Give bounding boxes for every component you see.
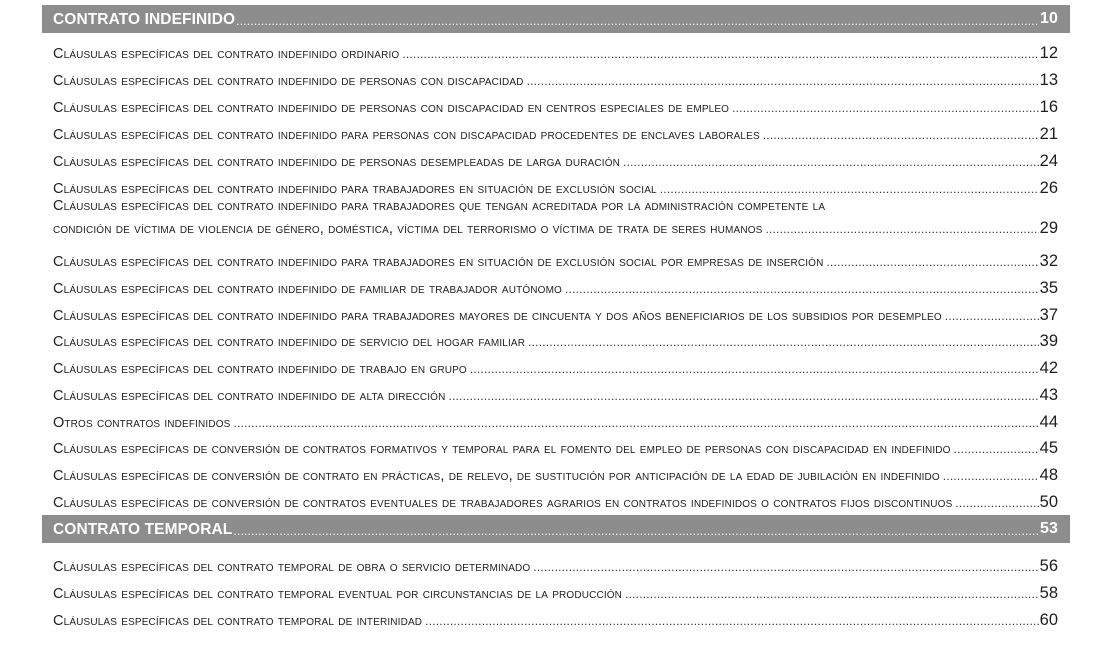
toc-entry-title: Cláusulas específicas del contrato indefinido para personas con discapacidad procedentes de enclaves laborales <box>53 126 760 143</box>
toc-entry-page: 60 <box>1039 610 1058 629</box>
toc-entry-title: Cláusulas específicas del contrato indefinido para trabajadores en situación de exclusión social por empresas de inserción <box>53 253 824 270</box>
toc-entry[interactable] <box>42 349 1070 376</box>
dot-leader <box>565 283 1039 295</box>
toc-entry-page: 42 <box>1039 358 1058 377</box>
toc-entry-title: Cláusulas específicas del contrato indefinido de personas desempleadas de larga duración <box>53 153 621 170</box>
toc-entry-title: Cláusulas específicas del contrato indefinido de personas con discapacidad <box>53 72 524 89</box>
section-title: CONTRATO TEMPORAL <box>53 520 233 538</box>
section-page: 10 <box>1040 10 1058 27</box>
dot-leader <box>765 223 1038 235</box>
toc-entry-page: 29 <box>1039 218 1058 237</box>
section-header-contrato-indefinido[interactable] <box>42 5 1070 33</box>
toc-entry[interactable] <box>42 115 1070 142</box>
toc-entry[interactable] <box>42 483 1070 510</box>
toc-entry-page: 37 <box>1039 305 1058 324</box>
toc-entry-page: 24 <box>1039 151 1058 170</box>
toc-entry-page: 48 <box>1039 465 1058 484</box>
toc-entry[interactable] <box>42 296 1070 323</box>
toc-entry-title: Cláusulas específicas del contrato indefinido ordinario <box>53 45 400 62</box>
toc-entry-page: 56 <box>1039 556 1058 575</box>
toc-entry[interactable] <box>42 61 1070 88</box>
toc-entry-page: 39 <box>1039 331 1058 350</box>
dot-leader <box>660 183 1039 195</box>
dot-leader <box>236 15 1039 27</box>
section-header-contrato-temporal[interactable] <box>42 515 1070 543</box>
toc-entry-title: Otros contratos indefinidos <box>53 414 231 431</box>
dot-leader <box>448 390 1038 402</box>
toc-entry-title: Cláusulas específicas del contrato indefinido para trabajadores mayores de cincuenta y dos años beneficiarios de los subsidios por desempleo <box>53 307 942 324</box>
dot-leader <box>470 363 1039 375</box>
toc-entry-page: 35 <box>1039 278 1058 297</box>
dot-leader <box>732 102 1039 114</box>
toc-entry-title: Cláusulas específicas del contrato indefinido de personas con discapacidad en centros especiales de empleo <box>53 99 730 116</box>
toc-entry-page: 16 <box>1039 97 1058 116</box>
toc-entry-page: 12 <box>1039 43 1058 62</box>
toc-entry[interactable] <box>42 169 1070 196</box>
table-of-contents <box>42 0 1070 628</box>
toc-entry[interactable] <box>42 545 1070 574</box>
toc-entry-title: Cláusulas específicas del contrato indefinido para trabajadores en situación de exclusión social <box>53 180 657 197</box>
toc-entry-page: 45 <box>1039 438 1058 457</box>
dot-leader <box>527 75 1039 87</box>
toc-entry-page: 13 <box>1039 70 1058 89</box>
toc-entry[interactable] <box>42 403 1070 430</box>
section-title: CONTRATO INDEFINIDO <box>53 10 236 28</box>
toc-entry-title: Cláusulas específicas del contrato temporal de obra o servicio determinado <box>53 558 531 575</box>
toc-entry-title: Cláusulas específicas del contrato temporal eventual por circunstancias de la producción <box>53 585 623 602</box>
toc-entry-page: 44 <box>1039 412 1058 431</box>
toc-entry[interactable] <box>42 323 1070 349</box>
dot-leader <box>402 48 1038 60</box>
toc-entry-title: Cláusulas específicas de conversión de contratos formativos y temporal para el fomento del empleo de personas con discapacidad en indefinido <box>53 440 951 457</box>
toc-entry[interactable] <box>42 269 1070 296</box>
toc-entry-title: Cláusulas específicas del contrato indefinido de trabajo en grupo <box>53 360 467 377</box>
toc-entry[interactable] <box>42 241 1070 269</box>
dot-leader <box>955 497 1038 509</box>
section-page: 53 <box>1040 520 1058 537</box>
toc-entry-page: 26 <box>1039 178 1058 197</box>
toc-entry-title-continued: condición de víctima de violencia de género, doméstica, víctima del terrorismo o víctima de trata de seres humanos <box>53 220 763 237</box>
dot-leader <box>623 156 1039 168</box>
toc-entry-title: Cláusulas específicas de conversión de contrato en prácticas, de relevo, de sustitución por anticipación de la edad de jubilación en indefinido <box>53 467 940 484</box>
toc-entry[interactable] <box>42 376 1070 403</box>
toc-entry-page: 58 <box>1039 583 1058 602</box>
toc-entry-title: Cláusulas específicas del contrato indefinido de familiar de trabajador autónomo <box>53 280 562 297</box>
toc-entry-page: 50 <box>1039 492 1058 511</box>
toc-entry-page: 21 <box>1039 124 1058 143</box>
dot-leader <box>954 443 1039 455</box>
toc-entry[interactable] <box>42 35 1070 61</box>
dot-leader <box>826 256 1038 268</box>
dot-leader <box>233 417 1038 429</box>
toc-entry[interactable] <box>42 88 1070 115</box>
toc-entry-title: Cláusulas específicas de conversión de contratos eventuales de trabajadores agrarios en contratos indefinidos o contratos fijos discontinuos <box>53 494 953 511</box>
toc-entry[interactable] <box>42 142 1070 169</box>
dot-leader <box>943 470 1039 482</box>
toc-entry[interactable] <box>42 601 1070 628</box>
toc-entry[interactable] <box>42 574 1070 601</box>
toc-entry[interactable] <box>42 196 1070 241</box>
dot-leader <box>763 129 1039 141</box>
dot-leader <box>233 525 1039 537</box>
dot-leader <box>528 336 1039 348</box>
toc-entry-page: 32 <box>1039 251 1058 270</box>
toc-entry-title: Cláusulas específicas del contrato temporal de interinidad <box>53 612 423 629</box>
toc-entry-title: Cláusulas específicas del contrato indefinido de servicio del hogar familiar <box>53 333 526 350</box>
toc-entry-title: Cláusulas específicas del contrato indefinido de alta dirección <box>53 387 446 404</box>
dot-leader <box>945 310 1039 322</box>
dot-leader <box>425 615 1038 627</box>
toc-entry-page: 43 <box>1039 385 1058 404</box>
toc-entry-title: Cláusulas específicas del contrato indefinido para trabajadores que tengan acreditada por la administración competente la <box>53 198 826 214</box>
dot-leader <box>533 561 1038 573</box>
toc-entry[interactable] <box>42 456 1070 483</box>
dot-leader <box>625 588 1039 600</box>
toc-entry[interactable] <box>42 430 1070 456</box>
